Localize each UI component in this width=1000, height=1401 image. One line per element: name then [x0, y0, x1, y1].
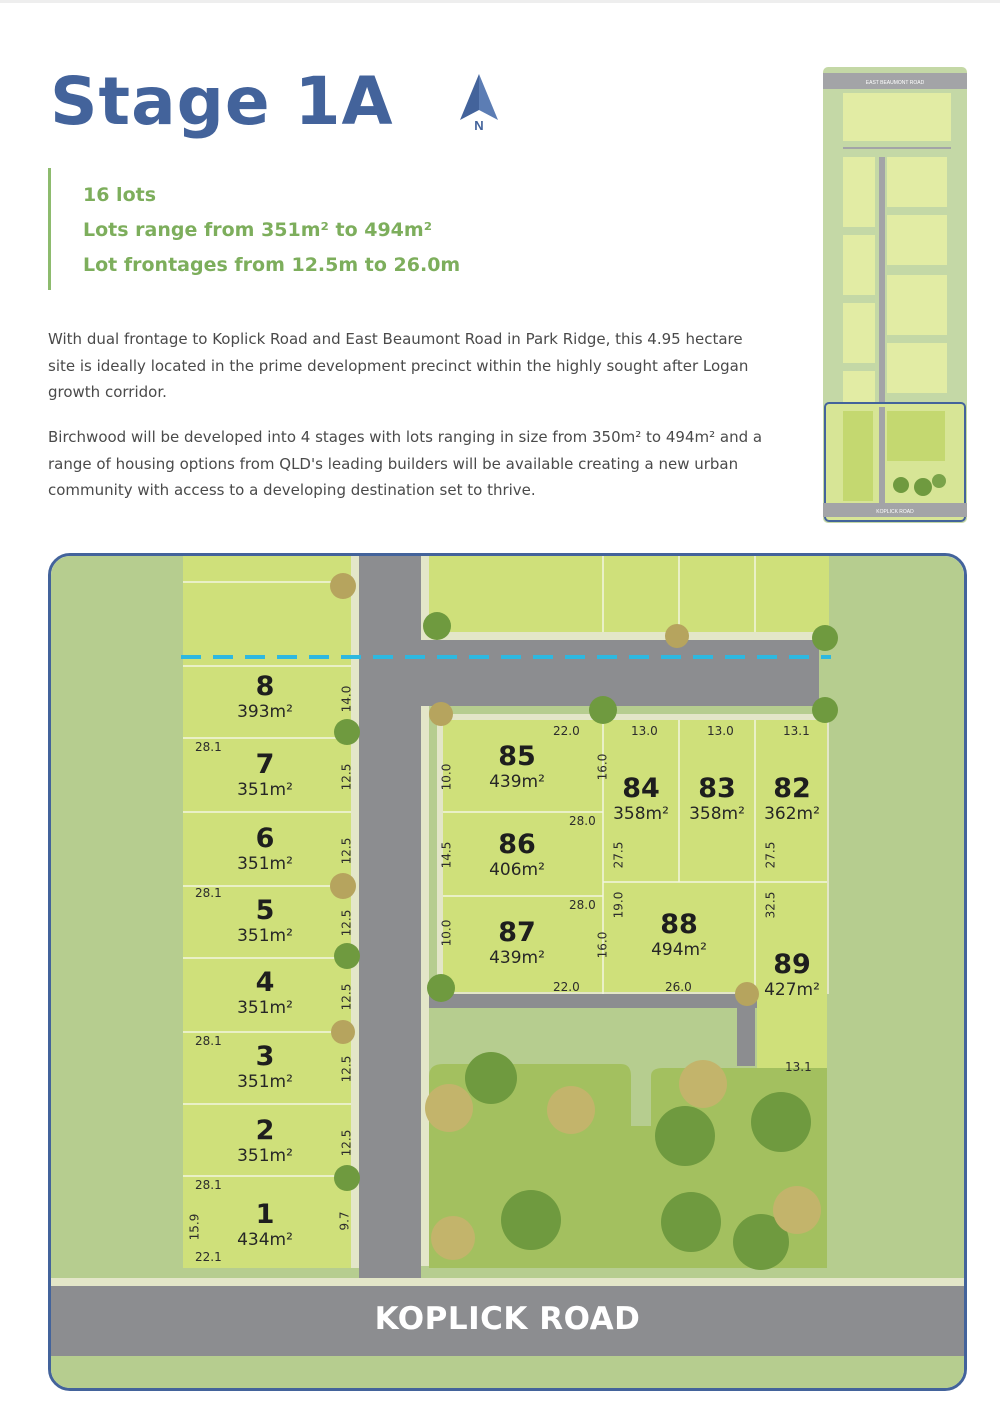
dimension-label: 26.0: [665, 980, 692, 994]
dimension-label: 12.5: [339, 909, 354, 937]
lot-number: 87: [498, 917, 536, 948]
dimension-label: 16.0: [595, 753, 610, 781]
dimension-label: 28.1: [195, 740, 222, 754]
dimension-label: 28.0: [569, 898, 596, 912]
lot-area: 351m²: [237, 926, 293, 946]
dimension-label: 12.5: [339, 837, 354, 865]
lot-5: [237, 896, 293, 946]
dimension-label: 22.0: [553, 980, 580, 994]
lot-1: [237, 1200, 293, 1250]
lot-number: 82: [773, 773, 811, 804]
lot-3: [237, 1042, 293, 1092]
dimension-label: 22.1: [195, 1250, 222, 1264]
dimension-label: 22.0: [553, 724, 580, 738]
lot-89: [764, 950, 820, 1000]
dimension-label: 27.5: [611, 841, 626, 869]
dimension-label: 10.0: [439, 763, 454, 791]
dimension-label: 28.1: [195, 1034, 222, 1048]
page-title: Stage 1A: [50, 63, 394, 140]
lot-number: 1: [255, 1199, 275, 1230]
north-arrow-icon: [456, 72, 502, 132]
lot-area: 358m²: [613, 804, 669, 824]
lot-area: 434m²: [237, 1230, 293, 1250]
dimension-label: 28.1: [195, 886, 222, 900]
lot-area: 439m²: [489, 772, 545, 792]
lot-area: 351m²: [237, 1146, 293, 1166]
fact-lot-count: 16 lots: [83, 184, 157, 206]
plan-base: [51, 556, 964, 1388]
dimension-label: 9.7: [337, 1211, 352, 1231]
dimension-label: 13.0: [631, 724, 658, 738]
lot-area: 393m²: [237, 702, 293, 722]
lot-85: [489, 742, 545, 792]
lot-number: 3: [255, 1041, 275, 1072]
lot-number: 7: [255, 749, 275, 780]
lot-number: 83: [698, 773, 736, 804]
dimension-label: 19.0: [611, 891, 626, 919]
lot-area: 351m²: [237, 998, 293, 1018]
lot-number: 2: [255, 1115, 275, 1146]
lot-area: 362m²: [764, 804, 820, 824]
lot-83: [689, 774, 745, 824]
lot-area: 351m²: [237, 1072, 293, 1092]
lot-area: 494m²: [651, 940, 707, 960]
dimension-label: 14.0: [339, 685, 354, 713]
lot-2: [237, 1116, 293, 1166]
lot-4: [237, 968, 293, 1018]
lot-area: 406m²: [489, 860, 545, 880]
lot-area: 351m²: [237, 854, 293, 874]
stage-facts: [48, 168, 471, 290]
lot-87: [489, 918, 545, 968]
dimension-label: 13.1: [785, 1060, 812, 1074]
north-label: N: [474, 118, 484, 132]
key-map: [823, 67, 967, 523]
lot-number: 6: [255, 823, 275, 854]
lot-number: 89: [773, 949, 811, 980]
lot-area: 439m²: [489, 948, 545, 968]
intro-paragraph: With dual frontage to Koplick Road and East Beaumont Road in Park Ridge, this 4.95 hectare site is ideally located in the prime development precinct within the highly sought after Logan growth corridor.: [48, 330, 749, 401]
dimension-label: 13.1: [783, 724, 810, 738]
lot-number: 5: [255, 895, 275, 926]
dimension-label: 28.1: [195, 1178, 222, 1192]
lot-88: [651, 910, 707, 960]
top-divider: [0, 0, 1000, 3]
dimension-label: 12.5: [339, 1055, 354, 1083]
key-map-top-road: EAST BEAUMONT ROAD: [865, 80, 925, 86]
lot-number: 84: [622, 773, 660, 804]
dimension-label: 32.5: [763, 891, 778, 919]
lot-area: 427m²: [764, 980, 820, 1000]
dimension-label: 10.0: [439, 919, 454, 947]
lot-84: [613, 774, 669, 824]
dimension-label: 12.5: [339, 763, 354, 791]
dimension-label: 16.0: [595, 931, 610, 959]
dimension-label: 12.5: [339, 1129, 354, 1157]
key-map-bottom-road: KOPLICK ROAD: [876, 509, 914, 515]
dimension-label: 13.0: [707, 724, 734, 738]
lot-number: 8: [255, 671, 275, 702]
lot-number: 4: [255, 967, 275, 998]
dimension-label: 12.5: [339, 983, 354, 1011]
lot-area: 358m²: [689, 804, 745, 824]
lot-number: 88: [660, 909, 698, 940]
dimension-label: 27.5: [763, 841, 778, 869]
dimension-label: 15.9: [187, 1213, 202, 1241]
lot-number: 85: [498, 741, 536, 772]
lot-7: [237, 750, 293, 800]
lot-82: [764, 774, 820, 824]
dimension-label: 28.0: [569, 814, 596, 828]
stage-plan-map: [48, 553, 967, 1391]
lot-area: 351m²: [237, 780, 293, 800]
fact-lot-range: Lots range from 351m² to 494m²: [83, 219, 433, 241]
lot-6: [237, 824, 293, 874]
lot-8: [237, 672, 293, 722]
lot-number: 86: [498, 829, 536, 860]
stages-paragraph: Birchwood will be developed into 4 stages with lots ranging in size from 350m² to 494m² and a range of housing options from QLD's leading builders will be available creating a new urban community with access to a developing destination set to thrive.: [48, 428, 763, 499]
lot-86: [489, 830, 545, 880]
dimension-label: 14.5: [439, 841, 454, 869]
fact-frontages: Lot frontages from 12.5m to 26.0m: [83, 254, 461, 276]
koplick-road-label: KOPLICK ROAD: [374, 1301, 641, 1337]
